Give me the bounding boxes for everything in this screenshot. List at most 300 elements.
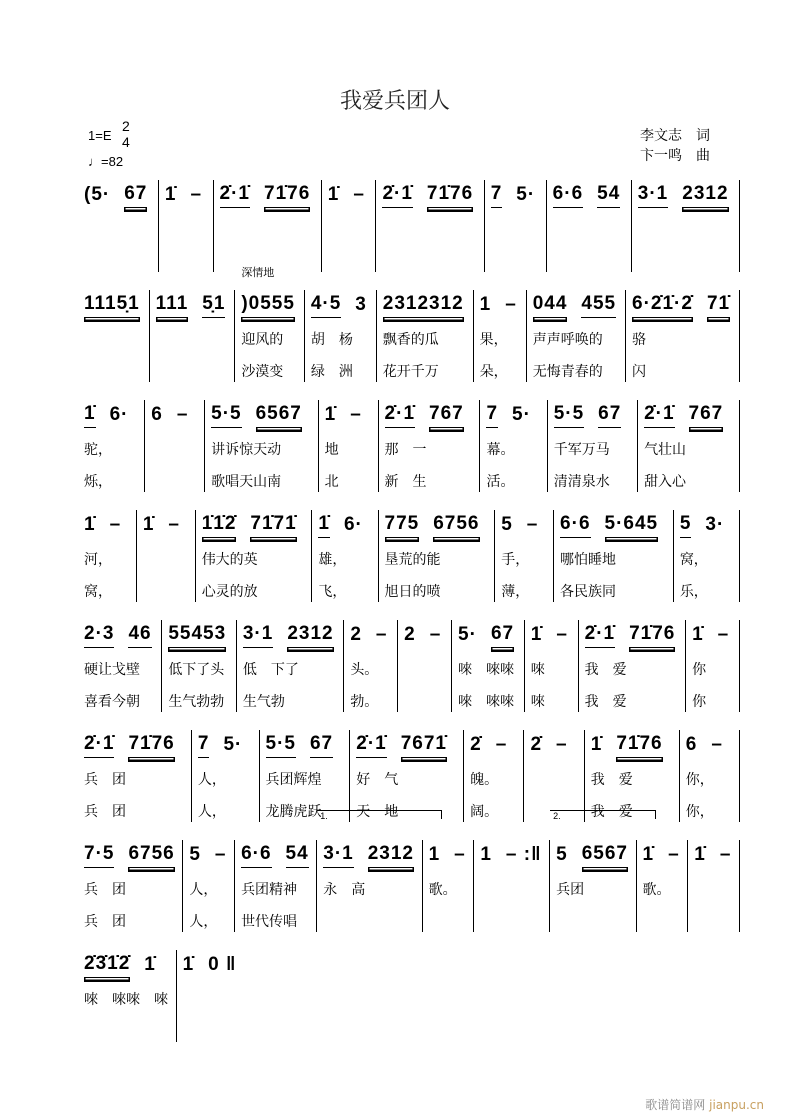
beat-groups bbox=[311, 290, 376, 318]
beat-groups bbox=[84, 510, 136, 538]
song-title: 我爱兵团人 bbox=[339, 89, 450, 114]
measure bbox=[84, 290, 149, 382]
note-group: 3·1 bbox=[323, 843, 353, 868]
note-group: 2̇·1̇ bbox=[385, 403, 415, 428]
key-signature: 1=E bbox=[88, 128, 112, 143]
note-group: 1̇ bbox=[84, 514, 96, 535]
note-group: – bbox=[719, 844, 732, 865]
note-group: – bbox=[429, 624, 442, 645]
note-group: 5 bbox=[680, 513, 692, 538]
lyric-verse-2: 你， bbox=[685, 804, 714, 820]
beat-groups bbox=[694, 840, 739, 868]
note-group: 71̇76 bbox=[128, 733, 174, 758]
beat-groups bbox=[241, 840, 316, 868]
lyric-verse-1: 你 bbox=[692, 662, 707, 678]
beat-groups bbox=[486, 400, 546, 428]
lyric-verse-2: 飞， bbox=[318, 584, 347, 600]
measure bbox=[234, 840, 316, 932]
beat-groups bbox=[323, 840, 421, 868]
measure bbox=[553, 510, 673, 602]
measure bbox=[234, 266, 304, 382]
note-group: 7 bbox=[486, 403, 498, 428]
lyric-verse-2 bbox=[328, 252, 376, 272]
beat-groups bbox=[84, 290, 149, 318]
lyric-verse-2: 沙漠变 bbox=[241, 364, 284, 380]
lyric-verse-1 bbox=[183, 990, 244, 1010]
lyric-verse-2: 世代传唱 bbox=[241, 914, 298, 930]
note-group: 54 bbox=[286, 843, 309, 868]
measure-row bbox=[84, 950, 244, 1042]
beat-groups bbox=[151, 400, 204, 428]
note-group: 1̇ bbox=[327, 184, 340, 205]
note-group: 2̇·1̇ bbox=[644, 403, 674, 428]
note-group: (5· bbox=[84, 184, 111, 205]
note-group: 1̇ bbox=[694, 844, 706, 865]
note-group: 5 bbox=[556, 844, 568, 865]
lyric-verse-1: 兵 团 bbox=[84, 772, 126, 788]
lyric-verse-1 bbox=[530, 770, 583, 790]
lyric-verse-2: 我 爱 bbox=[590, 804, 633, 820]
beat-groups bbox=[470, 730, 523, 758]
note-group: )0555 bbox=[241, 293, 295, 318]
measure bbox=[578, 620, 685, 712]
beat-groups bbox=[84, 620, 161, 648]
composer: 卞一鸣 曲 bbox=[640, 148, 710, 164]
lyric-verse-2: 人， bbox=[197, 804, 226, 820]
note-group: 7 bbox=[491, 183, 503, 208]
measure bbox=[631, 180, 740, 272]
note-group: – bbox=[350, 404, 362, 425]
note-group: 1̇ bbox=[144, 954, 156, 975]
lyric-verse-1: 驼， bbox=[84, 442, 112, 458]
measure bbox=[204, 400, 318, 492]
beat-groups bbox=[643, 840, 688, 868]
note-group: 1̇ bbox=[590, 734, 603, 755]
note-group: 1 bbox=[480, 844, 492, 865]
beat-groups bbox=[241, 290, 304, 318]
measure bbox=[523, 730, 583, 822]
note-group: 2̇3̇1̇2̇ bbox=[84, 953, 130, 978]
measure bbox=[84, 950, 176, 1042]
beat-groups bbox=[501, 510, 553, 538]
lyric-verse-1: 雄， bbox=[318, 552, 347, 568]
beat-groups bbox=[458, 620, 524, 648]
lyric-verse-1: 低 下了 bbox=[242, 662, 299, 678]
lyric-verse-1: 声声呼唤的 bbox=[532, 332, 603, 348]
lyric-verse-2: 心灵的放 bbox=[201, 584, 258, 600]
note-group: 2̇ bbox=[470, 734, 482, 755]
note-group: 5· bbox=[223, 734, 243, 755]
note-group: 5·645 bbox=[605, 513, 659, 538]
lyric-verse-1 bbox=[638, 220, 739, 240]
note-group: 7 bbox=[198, 733, 210, 758]
note-group: 2 bbox=[350, 624, 362, 645]
lyric-verse-2 bbox=[382, 252, 483, 272]
lyric-verse-1: 河， bbox=[84, 552, 112, 568]
lyric-verse-2: 薄， bbox=[501, 584, 530, 600]
beat-groups bbox=[356, 730, 463, 758]
expression-mark: 深情地 bbox=[241, 266, 275, 279]
beat-groups bbox=[84, 400, 144, 428]
lyric-verse-2: 花开千万 bbox=[382, 364, 439, 380]
beat-groups bbox=[644, 400, 739, 428]
beat-groups bbox=[266, 730, 350, 758]
lyric-verse-2: 窝， bbox=[84, 584, 112, 600]
measure bbox=[259, 730, 350, 822]
lyric-verse-2 bbox=[84, 362, 149, 382]
measure bbox=[349, 730, 463, 822]
measure bbox=[484, 180, 546, 272]
beat-groups bbox=[686, 730, 739, 758]
lyric-verse-1: 讲诉惊天动 bbox=[211, 442, 282, 458]
beat-groups bbox=[165, 180, 213, 208]
time-top: 2 bbox=[122, 118, 130, 134]
note-group: 3·1 bbox=[243, 623, 273, 648]
note-group: 0 ‖ bbox=[208, 954, 237, 975]
note-group: 1̇ bbox=[692, 624, 704, 645]
note-group: 71̇71̇ bbox=[250, 513, 296, 538]
beat-groups bbox=[243, 620, 343, 648]
note-group: 1̇ bbox=[642, 844, 655, 865]
note-group: 1̇ bbox=[142, 514, 155, 535]
lyric-verse-2 bbox=[480, 912, 549, 932]
lyric-verse-1: 兵团辉煌 bbox=[265, 772, 322, 788]
lyric-verse-1: 那 一 bbox=[384, 442, 427, 458]
note-group: 1̇ bbox=[324, 404, 337, 425]
measure bbox=[176, 950, 244, 1042]
note-group: – bbox=[176, 404, 189, 425]
measure bbox=[547, 400, 637, 492]
lyric-verse-2: 生气勃 bbox=[242, 694, 285, 710]
lyric-verse-1: 歌。 bbox=[428, 882, 457, 898]
lyric-verse-2: 各民族同 bbox=[560, 584, 617, 600]
beat-groups bbox=[480, 290, 526, 318]
lyric-verse-1 bbox=[165, 220, 213, 240]
lyric-verse-1: 千军万马 bbox=[553, 442, 610, 458]
note-group: – bbox=[717, 624, 730, 645]
lyric-verse-1: 窝， bbox=[679, 552, 708, 568]
note-group: 5· bbox=[458, 624, 477, 645]
measure bbox=[84, 730, 191, 822]
note-group: – bbox=[375, 624, 388, 645]
lyric-verse-1: 好 气 bbox=[356, 772, 399, 788]
note-group: 6·2̇1̇·2̇ bbox=[632, 293, 693, 318]
lyric-verse-2: 清清泉水 bbox=[553, 474, 610, 490]
lyric-verse-2: 兵 团 bbox=[84, 804, 126, 820]
lyric-verse-2 bbox=[183, 1022, 244, 1042]
note-group: 46 bbox=[128, 623, 151, 648]
beat-groups bbox=[382, 180, 483, 208]
lyric-verse-2: 旭日的喷 bbox=[384, 584, 441, 600]
beat-groups bbox=[84, 180, 158, 208]
note-group: 1115̣1 bbox=[84, 293, 140, 318]
note-group: 2·3 bbox=[84, 623, 114, 648]
note-group: 1 bbox=[479, 294, 492, 315]
note-group: 5·5 bbox=[266, 733, 296, 758]
beat-groups bbox=[211, 400, 318, 428]
note-group: 55453 bbox=[168, 623, 226, 648]
note-group: 2̇·1̇ bbox=[84, 733, 114, 758]
note-group: – bbox=[556, 624, 568, 645]
lyric-verse-1: 伟大的英 bbox=[201, 552, 258, 568]
measure bbox=[584, 730, 679, 822]
lyric-verse-1: 硬让戈壁 bbox=[84, 662, 140, 678]
measure bbox=[213, 180, 321, 272]
note-group: 2̇·1̇ bbox=[585, 623, 615, 648]
credits bbox=[640, 126, 710, 166]
measure bbox=[378, 400, 480, 492]
measure bbox=[321, 180, 376, 272]
lyric-verse-2: 喜看今朝 bbox=[84, 694, 140, 710]
watermark bbox=[645, 1096, 764, 1113]
lyric-verse-2 bbox=[143, 582, 195, 602]
measure-row bbox=[84, 266, 740, 382]
lyric-verse-1 bbox=[694, 880, 739, 900]
note-group: – bbox=[353, 184, 365, 205]
lyric-verse-1 bbox=[480, 880, 549, 900]
lyric-verse-2: 朵， bbox=[479, 364, 508, 380]
beat-groups bbox=[220, 180, 321, 208]
beat-groups bbox=[530, 730, 583, 758]
lyric-verse-2 bbox=[84, 252, 158, 272]
measure bbox=[376, 290, 473, 382]
beat-groups bbox=[328, 180, 376, 208]
lyric-verse-1: 兵 团 bbox=[84, 882, 126, 898]
lyric-verse-2: 活。 bbox=[486, 474, 515, 490]
beat-groups bbox=[189, 840, 234, 868]
beat-groups bbox=[560, 510, 673, 538]
beat-groups bbox=[480, 840, 549, 868]
beat-groups bbox=[84, 840, 182, 868]
lyric-verse-1: 头。 bbox=[350, 662, 379, 678]
note-group: 1̇ bbox=[318, 513, 330, 538]
measure bbox=[473, 290, 526, 382]
note-group: 6 bbox=[685, 734, 698, 755]
note-group: 3 bbox=[355, 294, 367, 315]
note-group: 2312312 bbox=[383, 293, 464, 318]
measure bbox=[182, 840, 234, 932]
measure bbox=[84, 840, 182, 932]
note-group: 6·6 bbox=[553, 183, 583, 208]
lyric-verse-1: 果， bbox=[479, 332, 508, 348]
watermark-site: 歌谱简谱网 bbox=[645, 1098, 706, 1112]
measure bbox=[84, 400, 144, 492]
measure bbox=[149, 290, 235, 382]
note-group: 767 bbox=[689, 403, 724, 428]
lyric-verse-2: 闪 bbox=[632, 364, 647, 380]
lyric-verse-2: 兵 团 bbox=[84, 914, 126, 930]
lyric-verse-2: 乐， bbox=[679, 584, 708, 600]
lyric-verse-2 bbox=[151, 472, 204, 492]
lyric-verse-1: 骆 bbox=[632, 332, 647, 348]
note-group: 71̇76 bbox=[616, 733, 662, 758]
measure bbox=[637, 400, 740, 492]
note-group: 54 bbox=[597, 183, 620, 208]
score-system bbox=[84, 266, 740, 382]
note-group: – bbox=[668, 844, 680, 865]
lyric-verse-1: 低下了头 bbox=[168, 662, 225, 678]
beat-groups bbox=[632, 290, 739, 318]
note-group: – bbox=[556, 734, 568, 755]
lyric-verse-2 bbox=[638, 252, 739, 272]
beat-groups bbox=[168, 620, 236, 648]
beat-groups bbox=[553, 180, 631, 208]
note-group: 1̇ bbox=[182, 954, 195, 975]
lyric-verse-1: 手， bbox=[501, 552, 530, 568]
measure-row bbox=[84, 400, 740, 492]
beat-groups bbox=[404, 620, 451, 648]
lyric-verse-2 bbox=[156, 362, 235, 382]
note-group: 1̇ bbox=[164, 184, 177, 205]
note-group: – bbox=[214, 844, 227, 865]
beat-groups bbox=[429, 840, 474, 868]
lyric-verse-1: 垦荒的能 bbox=[384, 552, 441, 568]
lyric-verse-1: 你， bbox=[685, 772, 714, 788]
measure bbox=[685, 620, 740, 712]
lyric-verse-1: 唻 bbox=[530, 662, 545, 678]
note-group: 71̇76 bbox=[629, 623, 675, 648]
lyric-verse-2: 唻 唻唻 bbox=[458, 694, 515, 710]
note-group: 6567 bbox=[582, 843, 628, 868]
measure bbox=[473, 840, 549, 932]
time-bottom: 4 bbox=[122, 134, 130, 150]
measure bbox=[191, 730, 259, 822]
note-group: 2̇ bbox=[530, 734, 543, 755]
measure bbox=[625, 290, 740, 382]
lyric-verse-1: 飘香的瓜 bbox=[382, 332, 439, 348]
measure bbox=[136, 510, 195, 602]
beat-groups bbox=[143, 510, 195, 538]
note-group: 455 bbox=[581, 293, 616, 318]
lyric-verse-2 bbox=[556, 912, 635, 932]
note-group: 5̣1 bbox=[202, 293, 225, 318]
lyric-verse-1: 人， bbox=[197, 772, 226, 788]
lyric-verse-2 bbox=[491, 252, 546, 272]
lyric-verse-1: 唻 唻唻 唻 bbox=[84, 992, 168, 1008]
note-group: 5· bbox=[512, 404, 531, 425]
note-group: 7·5 bbox=[84, 843, 114, 868]
lyric-verse-1: 歌。 bbox=[642, 882, 671, 898]
measure bbox=[161, 620, 236, 712]
measure bbox=[236, 620, 343, 712]
lyric-verse-1 bbox=[404, 660, 451, 680]
note-group: 5·5 bbox=[554, 403, 584, 428]
lyric-verse-1 bbox=[220, 220, 321, 240]
watermark-domain: jianpu.cn bbox=[709, 1098, 764, 1112]
measure bbox=[451, 620, 524, 712]
time-signature bbox=[122, 118, 130, 150]
beat-groups bbox=[325, 400, 378, 428]
lyric-verse-1 bbox=[382, 220, 483, 240]
note-group: 6567 bbox=[256, 403, 302, 428]
measure bbox=[375, 180, 483, 272]
measure bbox=[524, 620, 578, 712]
note-group: 6·6 bbox=[560, 513, 590, 538]
note-group: 5 bbox=[501, 514, 513, 535]
lyric-verse-1: 永 高 bbox=[323, 882, 366, 898]
note-group: 1 bbox=[428, 844, 441, 865]
lyric-verse-2: 北 bbox=[324, 474, 339, 490]
note-group: 71̇ bbox=[707, 293, 730, 318]
note-group: 3· bbox=[705, 514, 725, 535]
lyric-verse-1: 魄。 bbox=[470, 772, 499, 788]
lyric-verse-2: 勃。 bbox=[350, 694, 379, 710]
beat-groups bbox=[531, 620, 578, 648]
note-group: 67 bbox=[124, 183, 147, 208]
measure bbox=[84, 620, 161, 712]
measure-row bbox=[84, 180, 740, 272]
lyric-verse-2: 甜入心 bbox=[644, 474, 687, 490]
lyric-verse-1: 兵团 bbox=[556, 882, 585, 898]
note-group: 6 bbox=[151, 404, 163, 425]
lyric-verse-2: 绿 洲 bbox=[310, 364, 353, 380]
beat-groups bbox=[680, 510, 739, 538]
lyric-verse-1: 人， bbox=[189, 882, 218, 898]
score-system bbox=[84, 730, 740, 822]
note-group: – bbox=[168, 514, 180, 535]
measure bbox=[479, 400, 546, 492]
lyric-verse-2 bbox=[694, 912, 739, 932]
lyric-verse-1: 我 爱 bbox=[584, 662, 627, 678]
beat-groups bbox=[533, 290, 625, 318]
note-group: 1̇ bbox=[84, 403, 96, 428]
lyricist: 李文志 词 bbox=[640, 128, 710, 144]
lyric-verse-2: 你 bbox=[692, 694, 707, 710]
measure bbox=[84, 510, 136, 602]
lyric-verse-1: 迎风的 bbox=[241, 332, 284, 348]
lyric-verse-1 bbox=[156, 330, 235, 350]
lyric-verse-1 bbox=[328, 220, 376, 240]
beat-groups bbox=[202, 510, 312, 538]
lyric-verse-2 bbox=[165, 252, 213, 272]
lyric-verse-2: 歌唱天山南 bbox=[211, 474, 282, 490]
lyric-verse-1 bbox=[553, 220, 631, 240]
note-group: 1̇ bbox=[530, 624, 543, 645]
beat-groups bbox=[491, 180, 546, 208]
lyric-verse-1 bbox=[143, 550, 195, 570]
note-group: 4·5 bbox=[311, 293, 341, 318]
note-group: 2̇·1̇ bbox=[382, 183, 412, 208]
beat-groups bbox=[84, 950, 176, 978]
note-group: 2̇·1̇ bbox=[220, 183, 250, 208]
measure bbox=[687, 840, 740, 932]
note-group: 044 bbox=[533, 293, 568, 318]
note-group: 67 bbox=[491, 623, 514, 648]
note-group: 5· bbox=[516, 184, 536, 205]
note-group: 3·1 bbox=[638, 183, 668, 208]
score-system bbox=[84, 400, 740, 492]
measure bbox=[343, 620, 397, 712]
lyric-verse-1: 哪怕睡地 bbox=[560, 552, 617, 568]
lyric-verse-2: 无悔青春的 bbox=[532, 364, 603, 380]
lyric-verse-1: 胡 杨 bbox=[310, 332, 353, 348]
note-group: 5·5 bbox=[211, 403, 241, 428]
lyric-verse-2: 生气勃勃 bbox=[168, 694, 225, 710]
note-group: 6· bbox=[109, 404, 129, 425]
beat-groups bbox=[156, 290, 235, 318]
lyric-verse-1: 幕。 bbox=[486, 442, 515, 458]
beat-groups bbox=[591, 730, 679, 758]
note-group: 5 bbox=[189, 844, 201, 865]
lyric-verse-1 bbox=[491, 220, 546, 240]
measure bbox=[84, 180, 158, 272]
lyric-verse-2: 天 地 bbox=[356, 804, 399, 820]
lyric-verse-2 bbox=[553, 252, 631, 272]
lyric-verse-1: 我 爱 bbox=[590, 772, 633, 788]
note-group: – bbox=[109, 514, 122, 535]
beat-groups bbox=[350, 620, 397, 648]
measure bbox=[422, 840, 474, 932]
